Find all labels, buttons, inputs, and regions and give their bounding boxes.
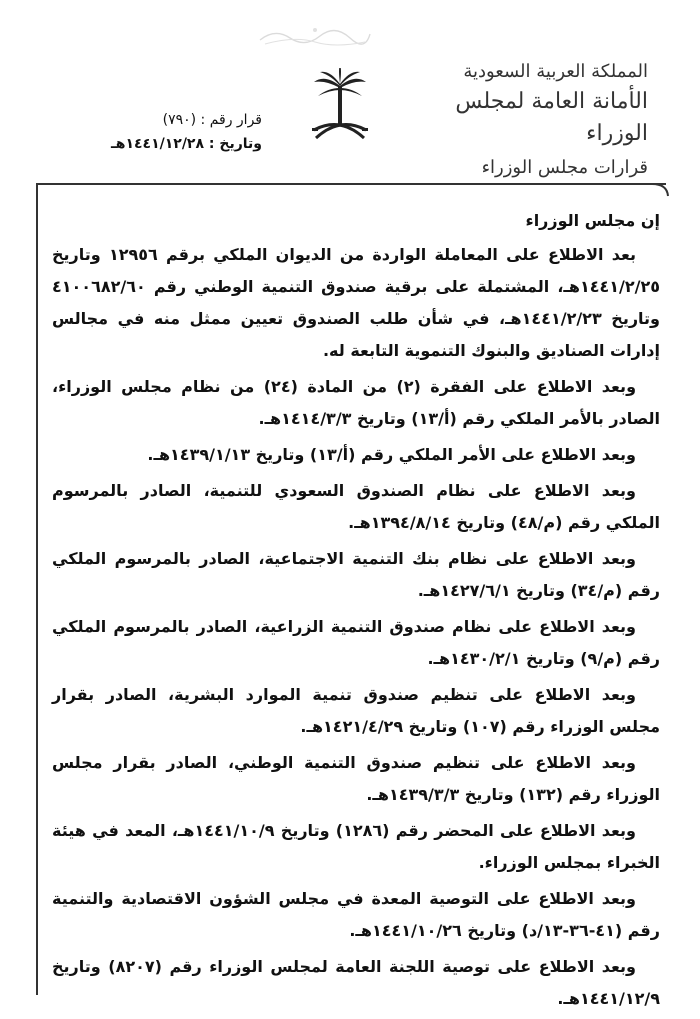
- top-ornament-mark-icon: [255, 22, 375, 50]
- section-title: قرارات مجلس الوزراء: [481, 157, 648, 178]
- decision-number: قرار رقم : (٧٩٠): [162, 112, 262, 128]
- paragraph: وبعد الاطلاع على الأمر الملكي رقم (أ/١٣) وتاريخ ١٤٣٩/١/١٣هـ.: [147, 445, 636, 464]
- paragraph: وبعد الاطلاع على توصية اللجنة العامة لمجلس الوزراء رقم (٨٢٠٧) وتاريخ ١٤٤١/١٢/٩هـ.: [52, 957, 660, 1008]
- paragraph: وبعد الاطلاع على تنظيم صندوق تنمية الموارد البشرية، الصادر بقرار مجلس الوزراء رقم (١٠٧) وتاريخ ١٤٢١/٤/٢٩هـ.: [52, 685, 660, 736]
- paragraph: بعد الاطلاع على المعاملة الواردة من الديوان الملكي برقم ١٢٩٥٦ وتاريخ ١٤٤١/٢/٢٥هـ، المشتملة على برقية صندوق التنمية الوطني رقم ٤١٠٠٦٨٢/٦٠ وتاريخ ١٤٤١/٢/٢٣هـ، في شأن طلب الصندوق تعيين ممثل منه في مجالس إدارات الصناديق والبنوك التنموية التابعة له.: [52, 245, 661, 360]
- paragraph: وبعد الاطلاع على نظام صندوق التنمية الزراعية، الصادر بالمرسوم الملكي رقم (م/٩) وتاريخ ١٤٣٠/٢/١هـ.: [52, 617, 660, 668]
- salutation: إن مجلس الوزراء: [525, 211, 660, 230]
- letterhead: [438, 58, 648, 182]
- paragraph: وبعد الاطلاع على نظام الصندوق السعودي للتنمية، الصادر بالمرسوم الملكي رقم (م/٤٨) وتاريخ ١٣٩٤/٨/١٤هـ.: [52, 481, 660, 532]
- paragraph: وبعد الاطلاع على نظام بنك التنمية الاجتماعية، الصادر بالمرسوم الملكي رقم (م/٣٤) وتاريخ ١٤٢٧/٦/١هـ.: [52, 549, 660, 600]
- kingdom-title: المملكة العربية السعودية: [463, 61, 648, 82]
- palm-and-swords-emblem-icon: [310, 68, 370, 148]
- decision-body: [52, 205, 660, 1019]
- paragraph: وبعد الاطلاع على تنظيم صندوق التنمية الوطني، الصادر بقرار مجلس الوزراء رقم (١٣٢) وتاريخ ١٤٣٩/٣/٣هـ.: [52, 753, 660, 804]
- paragraph: وبعد الاطلاع على المحضر رقم (١٢٨٦) وتاريخ ١٤٤١/١٠/٩هـ، المعد في هيئة الخبراء بمجلس الوزراء.: [52, 821, 660, 872]
- decision-date: وتاريخ : ١٤٤١/١٢/٢٨هـ: [110, 136, 262, 152]
- secretariat-title: الأمانة العامة لمجلس الوزراء: [455, 89, 648, 146]
- frame-corner-ornament-icon: [582, 170, 672, 200]
- paragraph: وبعد الاطلاع على الفقرة (٢) من المادة (٢٤) من نظام مجلس الوزراء، الصادر بالأمر الملكي رقم (أ/١٣) وتاريخ ١٤١٤/٣/٣هـ.: [52, 377, 660, 428]
- decision-info: [92, 108, 262, 156]
- paragraph: وبعد الاطلاع على التوصية المعدة في مجلس الشؤون الاقتصادية والتنمية رقم (٤١-٣٦-١٣/د) وتاريخ ١٤٤١/١٠/٢٦هـ.: [52, 889, 660, 940]
